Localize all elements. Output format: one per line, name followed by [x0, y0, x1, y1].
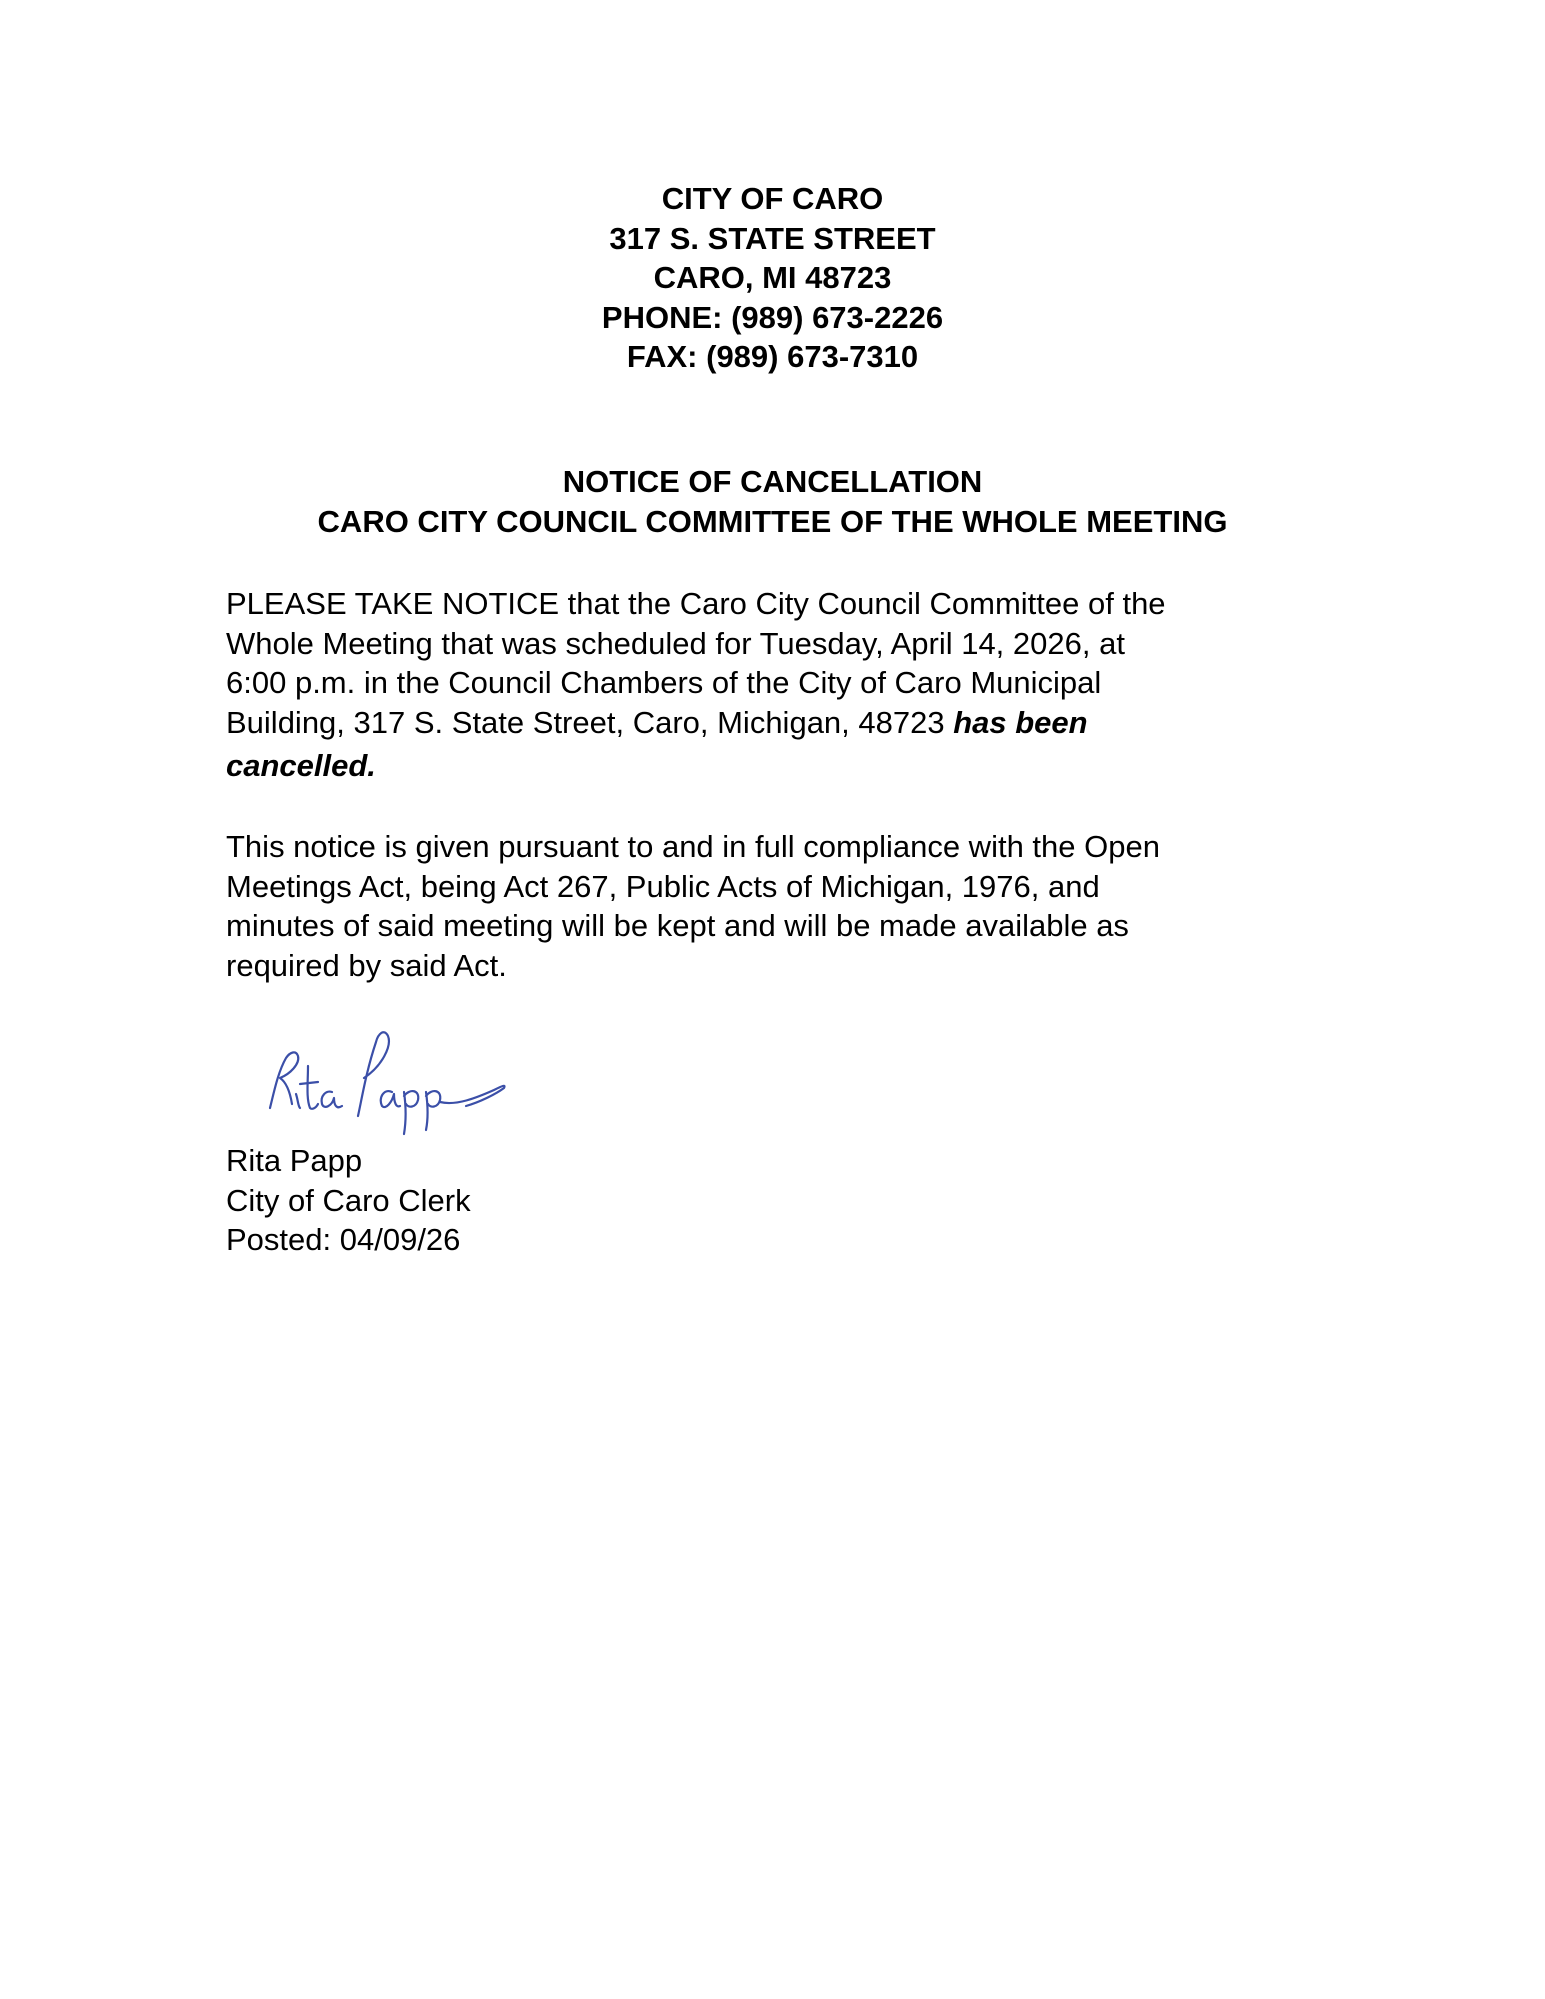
paragraph-line: required by said Act.	[226, 947, 507, 983]
cancellation-emphasis: cancelled.	[226, 748, 376, 783]
signature-icon	[256, 1022, 556, 1142]
notice-title: NOTICE OF CANCELLATION	[562, 464, 983, 499]
paragraph-line: PLEASE TAKE NOTICE that the Caro City Council Committee of the	[226, 586, 1166, 621]
paragraph-line	[226, 742, 1346, 786]
phone-number: PHONE: (989) 673-2226	[601, 299, 944, 335]
letterhead	[0, 179, 1545, 377]
paragraph-line	[226, 703, 1346, 743]
signer-name: Rita Papp	[226, 1143, 363, 1178]
posted-date: Posted: 04/09/26	[226, 1222, 461, 1257]
signer-title: City of Caro Clerk	[226, 1182, 471, 1218]
cancellation-emphasis: has been	[953, 704, 1088, 740]
city-state-zip: CARO, MI 48723	[653, 260, 892, 295]
notice-subtitle: CARO CITY COUNCIL COMMITTEE OF THE WHOLE MEETING	[317, 504, 1228, 539]
street-address: 317 S. STATE STREET	[609, 220, 936, 256]
fax-number: FAX: (989) 673-7310	[626, 339, 919, 374]
compliance-paragraph	[226, 827, 1346, 985]
notice-paragraph	[226, 584, 1346, 786]
notice-heading	[0, 462, 1545, 542]
city-name: CITY OF CARO	[661, 181, 884, 216]
paragraph-line: Whole Meeting that was scheduled for Tuesday, April 14, 2026, at	[226, 625, 1125, 661]
paragraph-line: minutes of said meeting will be kept and will be made available as	[226, 908, 1129, 943]
paragraph-line: 6:00 p.m. in the Council Chambers of the City of Caro Municipal	[226, 665, 1102, 700]
signature-block	[226, 1141, 471, 1260]
paragraph-text: Building, 317 S. State Street, Caro, Michigan, 48723	[226, 704, 954, 740]
paragraph-line: Meetings Act, being Act 267, Public Acts of Michigan, 1976, and	[226, 868, 1100, 904]
paragraph-line: This notice is given pursuant to and in full compliance with the Open	[226, 829, 1160, 864]
